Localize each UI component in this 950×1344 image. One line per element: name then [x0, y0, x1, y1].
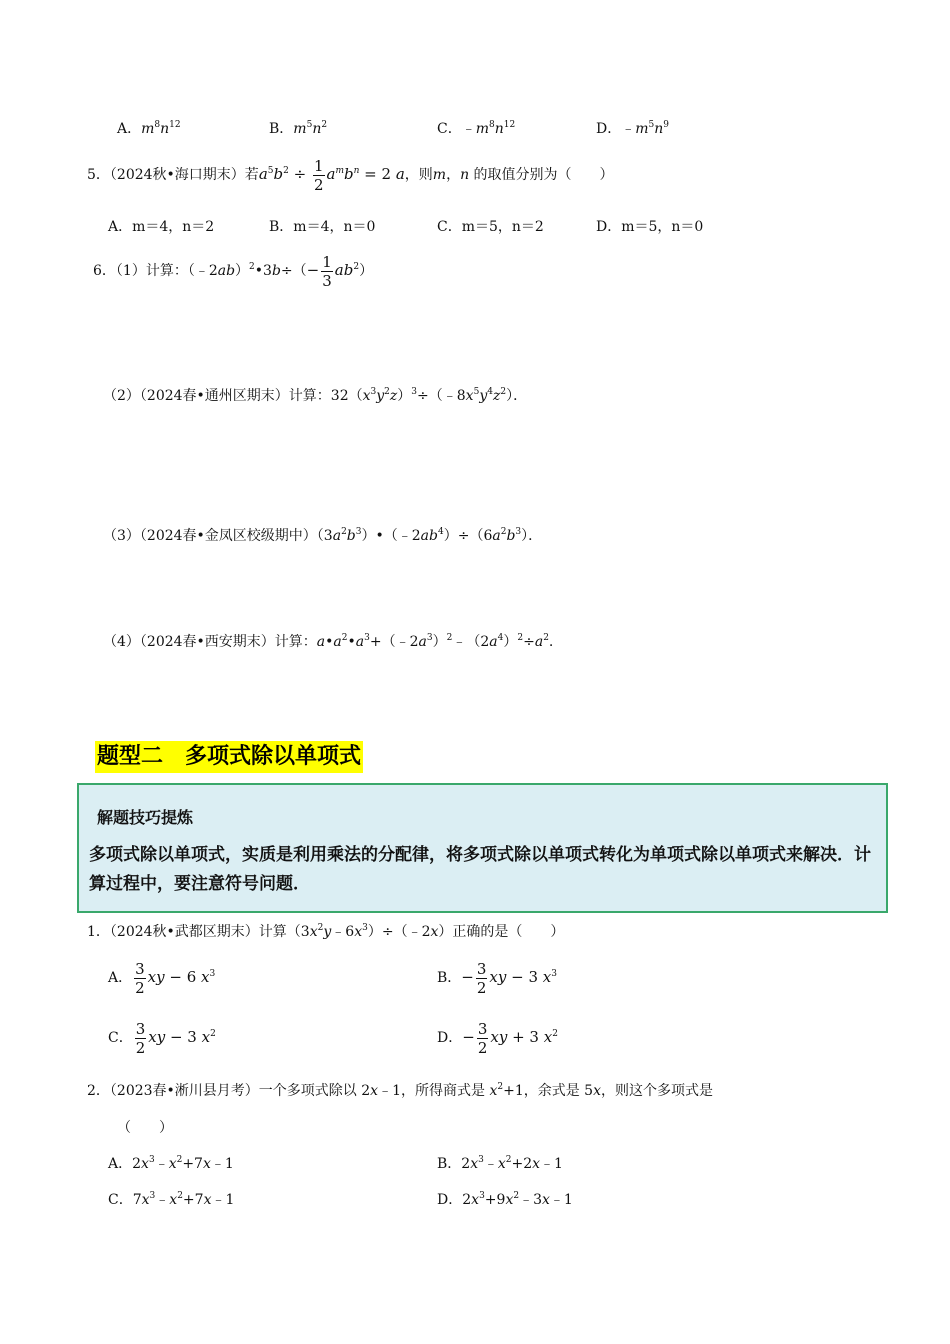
q5-option-b[interactable]: B．m＝4，n＝0: [269, 219, 376, 235]
question-6-part-1: 6．（1）计算：（﹣2ab）$^2$•3b÷（− $\frac{1}{3}$ $ab^2$）: [93, 252, 374, 290]
p1-option-a[interactable]: A． $\frac{3}{2}$ xy − 6 $x^3$: [108, 959, 216, 997]
q4-option-d[interactable]: D．$﹣m^5n^9$: [596, 120, 670, 137]
p2-option-b[interactable]: B．$2x^3﹣x^2+2x﹣1$: [437, 1155, 563, 1172]
p2-option-d[interactable]: D．$2x^3+9x^2﹣3x﹣1$: [437, 1191, 573, 1208]
q4-option-b[interactable]: B．$m^5n^2$: [269, 120, 328, 137]
problem-2-stem: 2．（2023春•淅川县月考）一个多项式除以 2x﹣1，所得商式是 $x^2+1$，余式是 5x，则这个多项式是: [87, 1082, 713, 1099]
tip-title: 解题技巧提炼: [97, 808, 194, 827]
p2-option-c[interactable]: C．$7x^3﹣x^2+7x﹣1$: [108, 1191, 235, 1208]
q5-option-c[interactable]: C．m＝5，n＝2: [437, 219, 544, 235]
question-5-stem: 5．（2024秋•海口期末）若$a^5b^2$ ÷ $\frac{1}{2}$ $a^mb^n = 2$ a，则m，n 的取值分别为（ ）: [87, 156, 614, 194]
tip-box: [77, 783, 888, 913]
tip-body: 多项式除以单项式，实质是利用乘法的分配律，将多项式除以单项式转化为单项式除以单项式来解决．计算过程中，要注意符号问题．: [89, 845, 871, 894]
q4-option-c[interactable]: C．$﹣m^8n^{12}$: [437, 120, 516, 137]
question-6-part-4: （4）（2024春•西安期末）计算：$a•a^2•a^3+(﹣2a^3)^2﹣(2a^4)^2\div a^2$.: [103, 633, 554, 650]
p1-option-d[interactable]: D．− $\frac{3}{2}$ xy + 3 $x^2$: [437, 1019, 558, 1057]
question-6-part-2: （2）（2024春•通州区期末）计算：$32(x^3y^2z)^3\div(﹣8x^5y^4z^2)$．: [103, 387, 528, 404]
problem-2-paren: （ ）: [117, 1120, 173, 1136]
p2-option-a[interactable]: A．$2x^3﹣x^2+7x﹣1$: [108, 1155, 234, 1172]
q5-option-d[interactable]: D．m＝5，n＝0: [596, 219, 704, 235]
problem-1-stem: 1．（2024秋•武都区期末）计算$(3x^2y﹣6x^3)\div(﹣2x)$正确的是（ ）: [87, 923, 565, 940]
p1-option-c[interactable]: C． $\frac{3}{2}$ xy − 3 $x^2$: [108, 1019, 216, 1057]
question-6-part-3: （3）（2024春•金凤区校级期中）$(3a^2b^3)•(﹣2ab^4)\div(6a^2b^3)$．: [103, 527, 543, 544]
q4-option-a[interactable]: A．$m^8n^{12}$: [117, 120, 181, 137]
p1-option-b[interactable]: B．− $\frac{3}{2}$ xy − 3 $x^3$: [437, 959, 557, 997]
section-heading: 题型二 多项式除以单项式: [95, 741, 363, 773]
q5-option-a[interactable]: A．m＝4，n＝2: [108, 219, 215, 235]
